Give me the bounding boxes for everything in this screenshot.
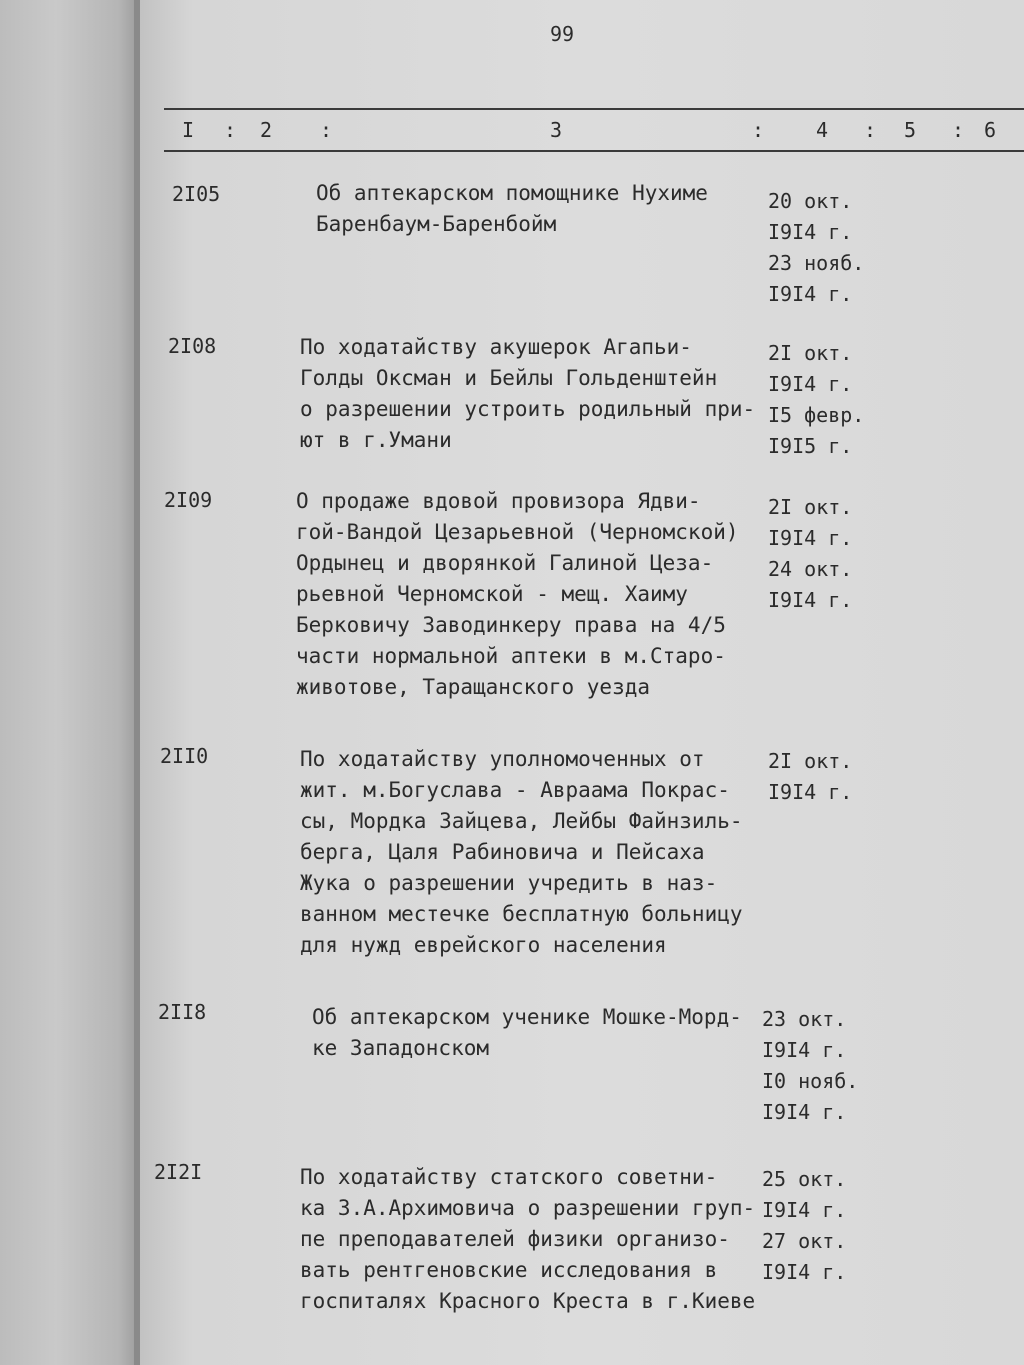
description-line: берга, Цаля Рабиновича и Пейсаха [300,840,705,864]
entry-description [316,178,708,240]
description-line: ке Западонском [312,1036,490,1060]
description-line: жит. м.Богуслава - Авраама Покрас- [300,778,730,802]
description-line: ют в г.Умани [300,428,452,452]
entry-description [300,1162,755,1317]
description-line: о разрешении устроить родильный при- [300,397,756,421]
date-line: 2I окт. [768,341,853,365]
entry-number: 2I08 [168,334,217,358]
entry-dates [768,492,852,616]
column-header-6: 6 [984,118,997,142]
column-header-2: 2 [260,118,273,142]
description-line: По ходатайству уполномоченных от [300,747,705,771]
entry-description [300,744,743,961]
description-line: О продаже вдовой провизора Ядви- [296,489,701,513]
column-header-5: 5 [904,118,917,142]
page-number: 99 [550,22,575,46]
entry-number: 2II0 [160,744,209,768]
date-line: I9I4 г. [768,526,853,550]
entry-dates [762,1164,846,1288]
facing-page [0,0,140,1365]
date-line: I9I4 г. [768,780,853,804]
description-line: По ходатайству акушерок Агапьи- [300,335,692,359]
header-bottom-rule [164,150,1024,152]
description-line: Об аптекарском ученике Мошке-Морд- [312,1005,742,1029]
date-line: I5 февр. [768,403,865,427]
entry-number: 2I2I [154,1160,203,1184]
column-header-1: I [182,118,195,142]
column-separator: : [224,118,237,142]
date-line: I9I5 г. [768,434,853,458]
description-line: Жука о разрешении учредить в наз- [300,871,718,895]
description-line: пе преподавателей физики организо- [300,1227,730,1251]
description-line: Берковичу Заводинкеру права на 4/5 [296,613,726,637]
description-line: сы, Мордка Зайцева, Лейбы Файнзиль- [300,809,743,833]
description-line: гой-Вандой Цезарьевной (Черномской) [296,520,739,544]
date-line: 25 окт. [762,1167,847,1191]
description-line: госпиталях Красного Креста в г.Киеве [300,1289,756,1313]
date-line: I9I4 г. [762,1100,847,1124]
description-line: части нормальной аптеки в м.Старо- [296,644,726,668]
date-line: I9I4 г. [768,372,853,396]
entry-number: 2II8 [158,1000,207,1024]
entry-number: 2I05 [172,182,221,206]
date-line: I0 нояб. [762,1069,859,1093]
date-line: 20 окт. [768,189,853,213]
entry-dates [768,338,864,462]
column-separator: : [320,118,333,142]
header-top-rule [164,108,1024,110]
description-line: животове, Таращанского уезда [296,675,651,699]
date-line: I9I4 г. [768,588,853,612]
date-line: 2I окт. [768,495,853,519]
date-line: I9I4 г. [768,220,853,244]
description-line: рьевной Черномской - мещ. Хаиму [296,582,688,606]
column-header-4: 4 [816,118,829,142]
entry-description [300,332,755,456]
description-line: Баренбаум-Баренбойм [316,212,557,236]
entry-dates [768,746,852,808]
column-separator: : [952,118,965,142]
date-line: I9I4 г. [762,1198,847,1222]
entry-dates [762,1004,858,1128]
date-line: 2I окт. [768,749,853,773]
date-line: I9I4 г. [768,282,853,306]
description-line: вать рентгеновские исследования в [300,1258,718,1282]
date-line: 24 окт. [768,557,853,581]
entry-dates [768,186,864,310]
entry-description [296,486,739,703]
description-line: Ордынец и дворянкой Галиной Цеза- [296,551,714,575]
description-line: ка З.А.Архимовича о разрешении груп- [300,1196,756,1220]
column-separator: : [752,118,765,142]
description-line: ванном местечке бесплатную больницу [300,902,743,926]
date-line: I9I4 г. [762,1260,847,1284]
date-line: 23 окт. [762,1007,847,1031]
date-line: 27 окт. [762,1229,847,1253]
entry-description [312,1002,742,1064]
description-line: По ходатайству статского советни- [300,1165,718,1189]
description-line: Об аптекарском помощнике Нухиме [316,181,708,205]
date-line: I9I4 г. [762,1038,847,1062]
column-separator: : [864,118,877,142]
date-line: 23 нояб. [768,251,865,275]
description-line: для нужд еврейского населения [300,933,667,957]
entry-number: 2I09 [164,488,213,512]
column-header-3: 3 [550,118,563,142]
document-page [140,0,1024,1365]
description-line: Голды Оксман и Бейлы Гольденштейн [300,366,718,390]
